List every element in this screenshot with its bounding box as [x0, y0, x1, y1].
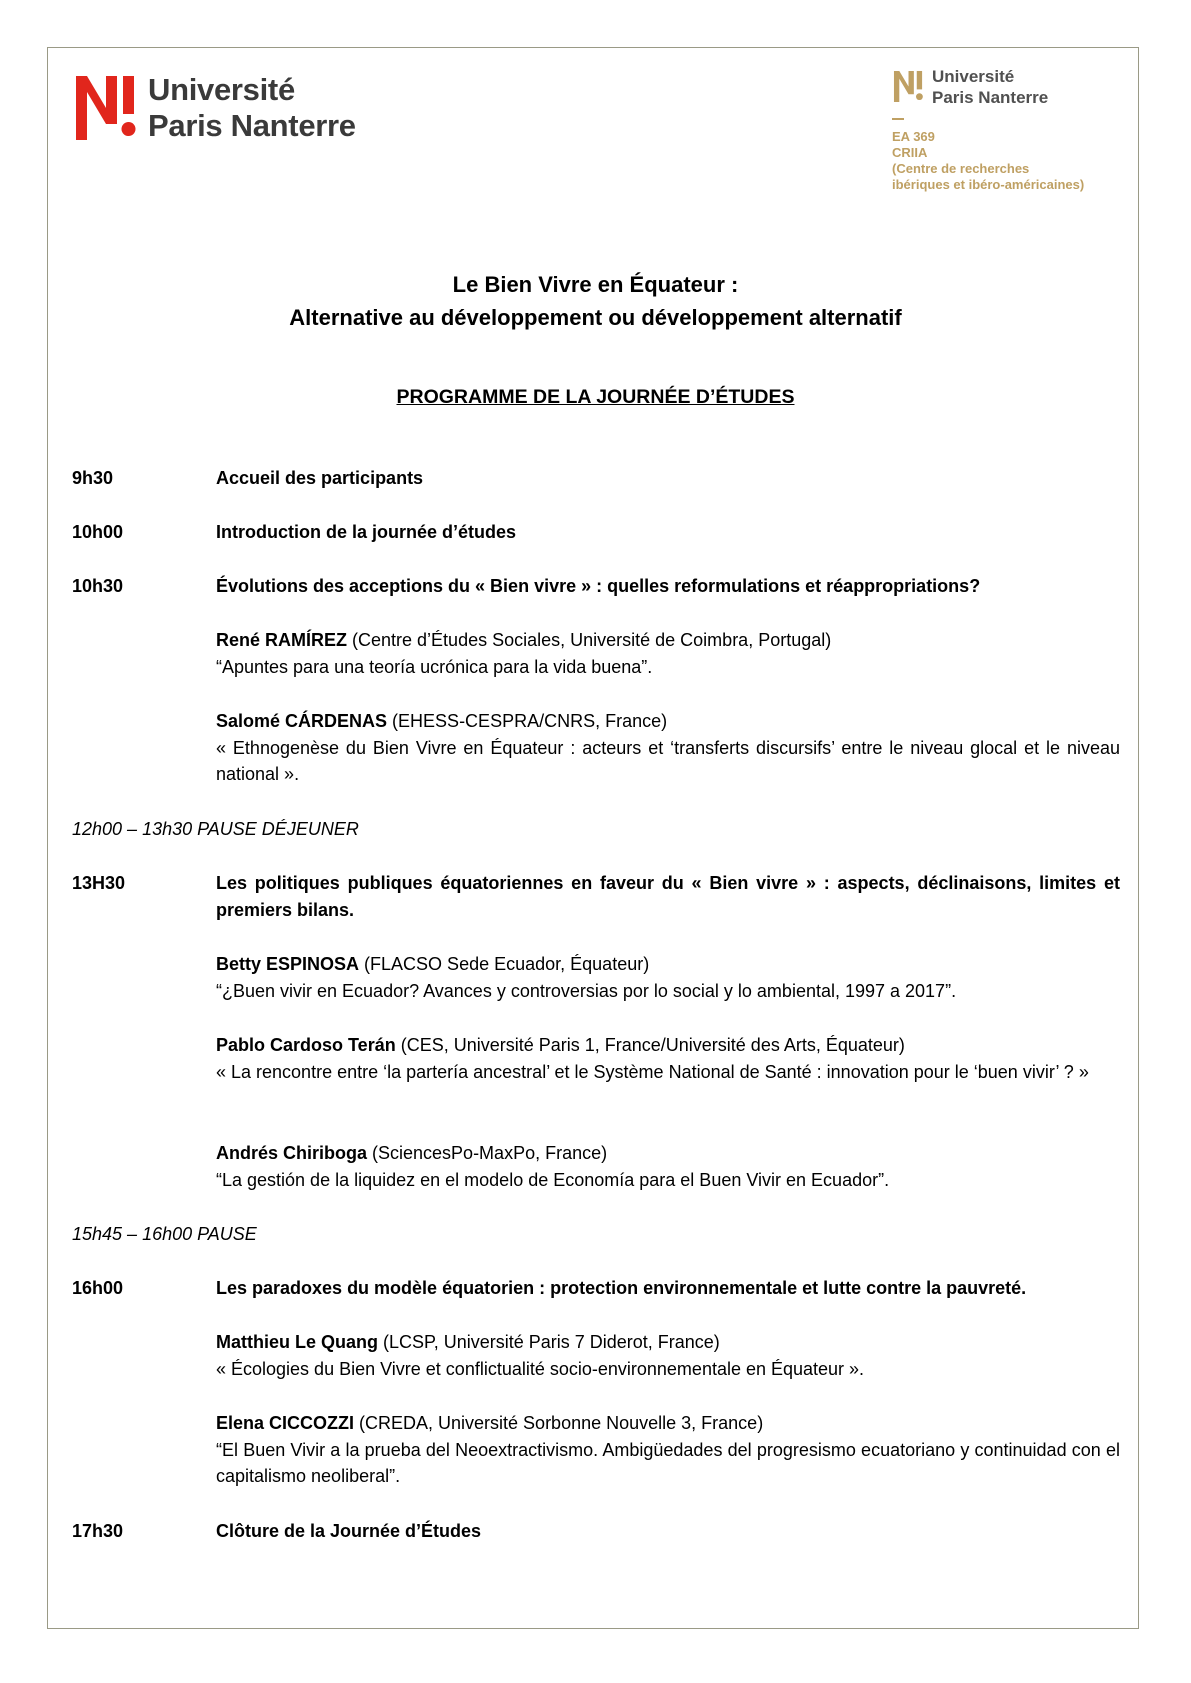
speaker-block	[216, 951, 1120, 1004]
session-title: Accueil des participants	[216, 468, 424, 488]
speaker-affiliation: (CES, Université Paris 1, France/Université des Arts, Équateur)	[395, 1035, 905, 1055]
lab-info	[892, 129, 1084, 193]
session	[216, 465, 1120, 492]
title-line-1: Le Bien Vivre en Équateur :	[452, 272, 739, 297]
speaker-affiliation: (SciencesPo-MaxPo, France)	[367, 1143, 608, 1163]
lab-logo-line-1: Université	[932, 67, 1015, 86]
session	[216, 870, 1120, 923]
nanterre-logo-icon	[76, 74, 138, 140]
session-time: 9h30	[72, 468, 114, 488]
speaker-name: Salomé CÁRDENAS	[216, 711, 388, 731]
session-time: 10h00	[72, 522, 124, 542]
lab-code: EA 369	[892, 129, 935, 144]
talk-title: “El Buen Vivir a la prueba del Neoextractivismo. Ambigüedades del progresismo ecuatoriano y continuidad con el capitalismo neoliberal”.	[216, 1439, 1120, 1486]
speaker-name: Elena CICCOZZI	[216, 1413, 355, 1433]
session-title: Les politiques publiques équatoriennes en faveur du « Bien vivre » : aspects, déclinaisons, limites et premiers bilans.	[216, 873, 1120, 920]
session-time: 10h30	[72, 576, 124, 596]
lab-logo-line-2: Paris Nanterre	[932, 88, 1049, 107]
talk-title: “¿Buen vivir en Ecuador? Avances y controversias por lo social y lo ambiental, 1997 a 2017”.	[216, 980, 957, 1001]
speaker-affiliation: (LCSP, Université Paris 7 Diderot, France)	[378, 1332, 720, 1352]
speaker-block	[216, 1329, 1120, 1382]
speaker-name: René RAMÍREZ	[216, 630, 348, 650]
speaker-block	[216, 1410, 1120, 1490]
document-title	[0, 268, 1191, 334]
session	[216, 519, 1120, 546]
speaker-block	[216, 1032, 1120, 1085]
speaker-name: Pablo Cardoso Terán	[216, 1035, 396, 1055]
session-time: 17h30	[72, 1521, 124, 1541]
speaker-name: Andrés Chiriboga	[216, 1143, 368, 1163]
lab-acronym: CRIIA	[892, 145, 928, 160]
nanterre-gold-logo-icon	[892, 70, 926, 102]
lab-logo-divider	[892, 118, 904, 120]
speaker-name: Betty ESPINOSA	[216, 954, 360, 974]
speaker-name: Matthieu Le Quang	[216, 1332, 378, 1352]
talk-title: « Écologies du Bien Vivre et conflictualité socio-environnementale en Équateur ».	[216, 1358, 865, 1379]
speaker-block	[216, 708, 1120, 788]
talk-title: “La gestión de la liquidez en el modelo de Economía para el Buen Vivir en Ecuador”.	[216, 1169, 890, 1190]
session	[216, 1518, 1120, 1545]
speaker-block	[216, 1140, 1120, 1193]
session-title: Introduction de la journée d’études	[216, 522, 517, 542]
session-time: 13H30	[72, 873, 126, 893]
session	[216, 1275, 1120, 1302]
speaker-affiliation: (FLACSO Sede Ecuador, Équateur)	[359, 954, 650, 974]
speaker-affiliation: (Centre d’Études Sociales, Université de Coimbra, Portugal)	[347, 630, 832, 650]
title-line-2: Alternative au développement ou développement alternatif	[289, 305, 902, 330]
talk-title: « La rencontre entre ‘la partería ancestral’ et le Système National de Santé : innovation pour le ‘buen vivir’ ? »	[216, 1061, 1089, 1082]
speaker-affiliation: (CREDA, Université Sorbonne Nouvelle 3, France)	[354, 1413, 764, 1433]
programme-heading: PROGRAMME DE LA JOURNÉE D’ÉTUDES	[396, 386, 795, 408]
logo-line-1: Université	[148, 72, 295, 107]
session	[216, 573, 1120, 600]
session-title: Clôture de la Journée d’Études	[216, 1521, 482, 1541]
speaker-affiliation: (EHESS-CESPRA/CNRS, France)	[387, 711, 668, 731]
university-logo	[76, 72, 396, 144]
lab-name-line-2: ibériques et ibéro-américaines)	[892, 177, 1085, 192]
session-title: Évolutions des acceptions du « Bien vivre » : quelles reformulations et réappropriations?	[216, 576, 981, 596]
lab-logo	[892, 66, 1132, 206]
coffee-break: 15h45 – 16h00 PAUSE	[72, 1224, 257, 1244]
talk-title: “Apuntes para una teoría ucrónica para la vida buena”.	[216, 656, 653, 677]
talk-title: « Ethnogenèse du Bien Vivre en Équateur : acteurs et ‘transferts discursifs’ entre le niveau glocal et le niveau national ».	[216, 737, 1120, 784]
lab-name-line-1: (Centre de recherches	[892, 161, 1030, 176]
session-time: 16h00	[72, 1278, 124, 1298]
lunch-break: 12h00 – 13h30 PAUSE DÉJEUNER	[72, 819, 359, 839]
speaker-block	[216, 627, 1120, 680]
logo-line-2: Paris Nanterre	[148, 108, 356, 143]
session-title: Les paradoxes du modèle équatorien : protection environnementale et lutte contre la pauvreté.	[216, 1278, 1027, 1298]
